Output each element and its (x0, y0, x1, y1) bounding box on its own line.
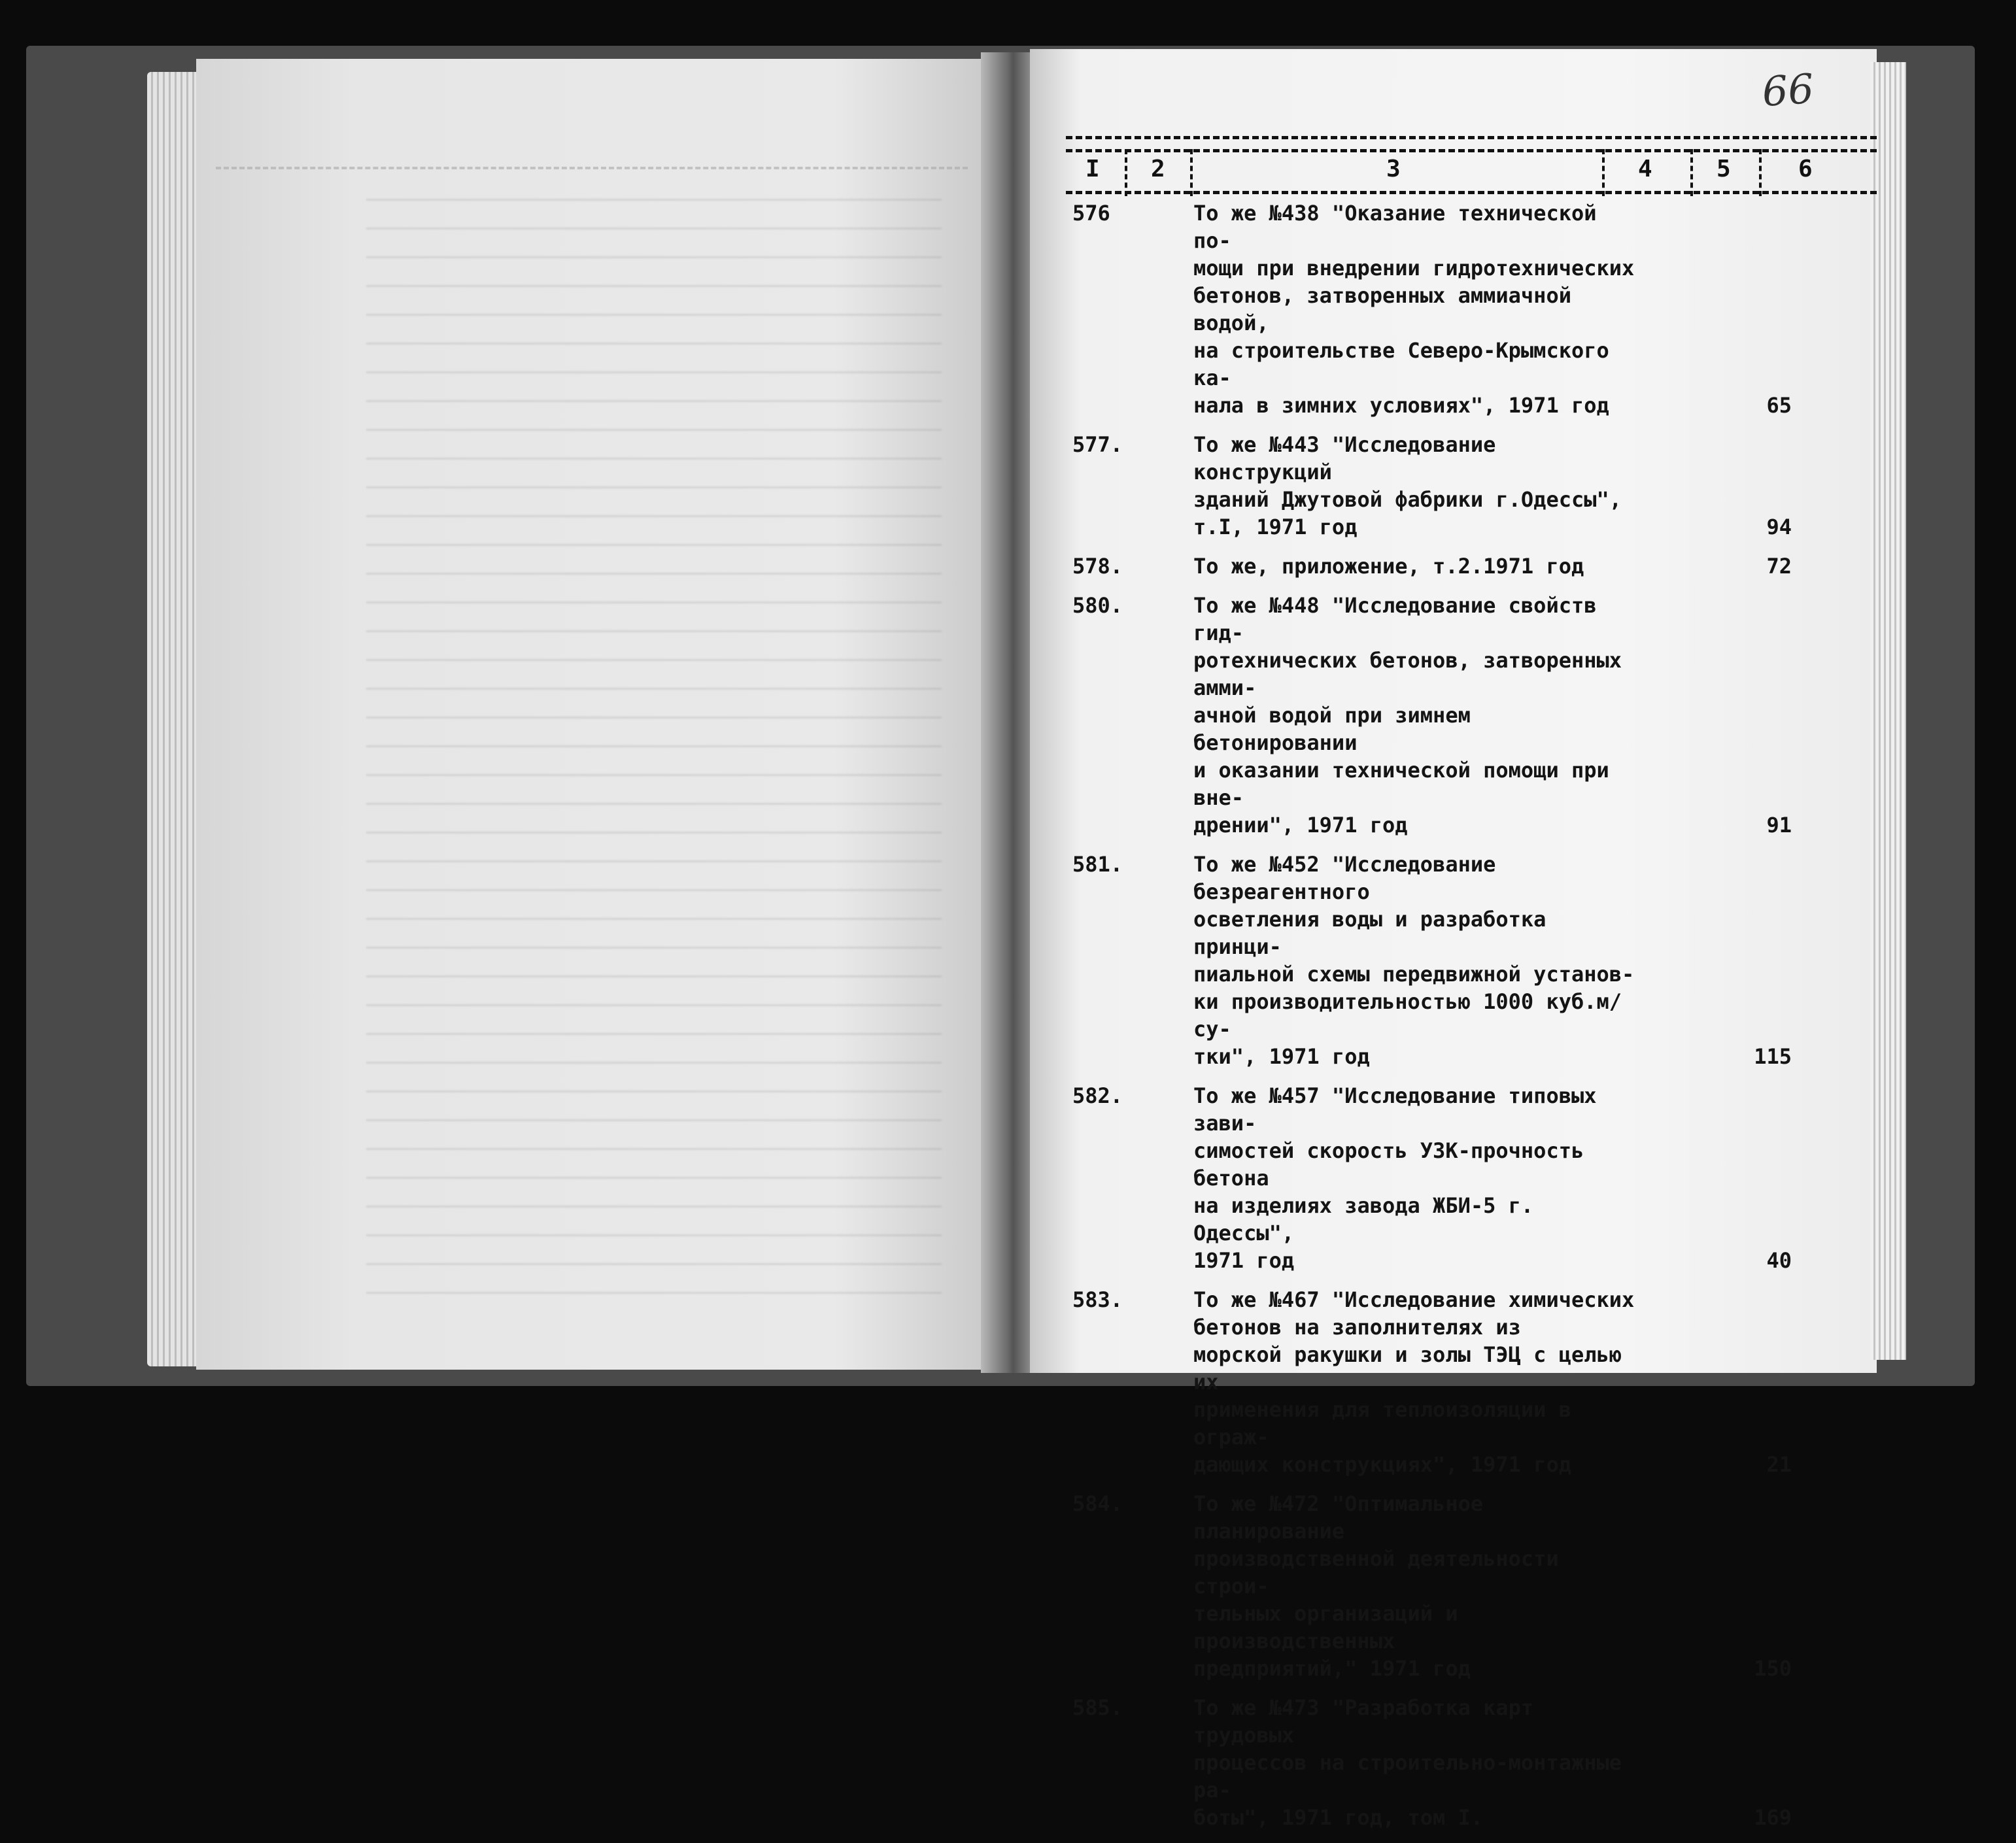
left-page-bleed-rule (216, 167, 968, 169)
entry-page-count: 40 (1766, 1248, 1792, 1273)
entry-number: 583. (1072, 1287, 1123, 1312)
left-page-bleed-through (366, 183, 942, 1294)
entry-description: То же №443 "Исследование конструкций зданий Джутовой фабрики г.Одессы", т.I, 1971 год (1193, 432, 1622, 539)
catalog-entry (1072, 1286, 1805, 1478)
table-header-top-rule-2 (1066, 149, 1877, 152)
column-header-6: 6 (1798, 156, 1813, 182)
entry-description: То же №448 "Исследование свойств гид- ротехнических бетонов, затворенных амми- ачной водой при зимнем бетонировании и оказании технической помощи при вне- дрении", 1971 год (1193, 593, 1622, 837)
column-header-5: 5 (1717, 156, 1731, 182)
entry-number: 580. (1072, 593, 1123, 618)
catalog-entry (1072, 851, 1805, 1070)
entry-description: То же №457 "Исследование типовых зави- симостей скорость УЗК-прочность бетона на изделиях завода ЖБИ-5 г. Одессы", 1971 год (1193, 1083, 1597, 1273)
catalog-entry (1072, 1694, 1805, 1831)
entry-number: 581. (1072, 852, 1123, 877)
entry-page-count: 91 (1766, 813, 1792, 837)
entry-page-count: 115 (1754, 1044, 1792, 1069)
right-page-edges (1870, 62, 1906, 1360)
catalog-entry (1072, 199, 1805, 419)
entry-description: То же №467 "Исследование химических бетонов на заполнителях из морской ракушки и золы ТЭЦ с целью их применения для теплоизоляции в ограж- дающих конструкциях", 1971 год (1193, 1287, 1635, 1477)
column-header-1: I (1085, 156, 1100, 182)
catalog-entry (1072, 552, 1805, 580)
entry-number: 578. (1072, 554, 1123, 579)
column-separator (1759, 149, 1762, 196)
column-separator (1125, 149, 1127, 196)
catalog-entry (1072, 592, 1805, 839)
table-header-bottom-rule (1066, 191, 1877, 194)
entry-number: 582. (1072, 1083, 1123, 1108)
entry-page-count: 94 (1766, 515, 1792, 539)
catalog-entry (1072, 1082, 1805, 1274)
column-header-3: 3 (1386, 156, 1401, 182)
entry-page-count: 72 (1766, 554, 1792, 579)
entry-page-count: 169 (1754, 1805, 1792, 1830)
column-header-2: 2 (1151, 156, 1165, 182)
table-header-top-rule (1066, 136, 1877, 139)
entry-description: То же №472 "Оптимальное планирование производственной деятельности строи- тельных организаций и производственных предприятий," 1971 год (1193, 1491, 1559, 1681)
entry-page-count: 21 (1766, 1452, 1792, 1477)
entry-number: 584. (1072, 1491, 1123, 1516)
entry-number: 577. (1072, 432, 1123, 457)
column-separator (1602, 149, 1605, 196)
column-separator (1690, 149, 1693, 196)
catalog-entries (1072, 199, 1805, 1843)
entry-number: 585. (1072, 1695, 1123, 1720)
entry-description: То же, приложение, т.2.1971 год (1193, 554, 1584, 579)
catalog-entry (1072, 1490, 1805, 1682)
entry-description: То же №473 "Разработка карт трудовых процессов на строительно-монтажные ра- боты", 1971 год, том I. (1193, 1695, 1622, 1830)
column-separator (1190, 149, 1193, 196)
entry-page-count: 65 (1766, 393, 1792, 418)
entry-description: То же №438 "Оказание технической по- мощи при внедрении гидротехнических бетонов, затворенных аммиачной водой, на строительстве Северо-Крымского ка- нала в зимних условиях", 1971 год (1193, 201, 1635, 418)
column-header-4: 4 (1638, 156, 1652, 182)
entry-page-count: 150 (1754, 1656, 1792, 1681)
entry-number: 576 (1072, 201, 1110, 226)
page-folio-number: 66 (1760, 64, 1816, 116)
catalog-entry (1072, 431, 1805, 541)
entry-description: То же №452 "Исследование безреагентного осветления воды и разработка принци- пиальной схемы передвижной установ- ки производительностью 1000 куб.м/су- тки", 1971 год (1193, 852, 1635, 1069)
